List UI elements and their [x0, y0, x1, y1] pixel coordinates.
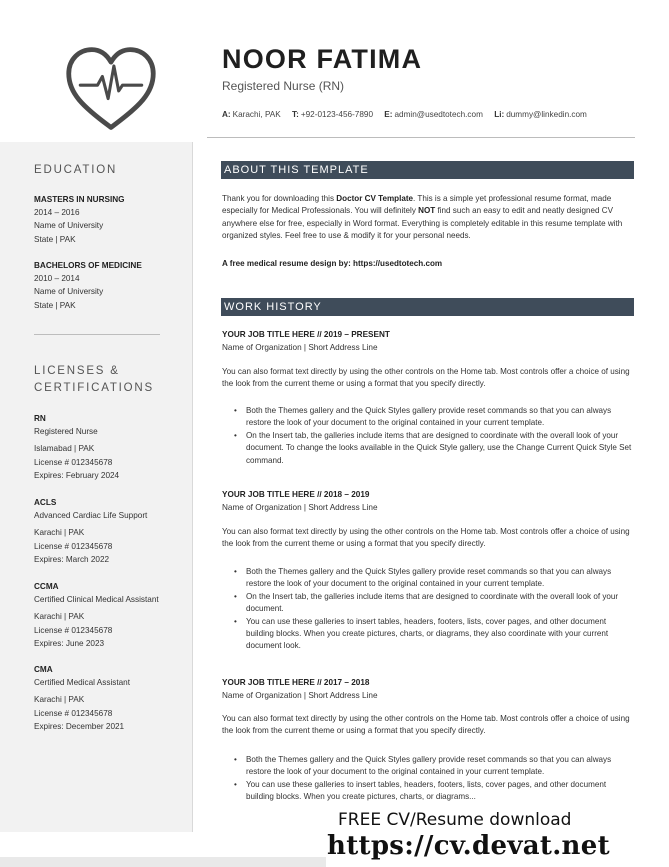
- education-entry: MASTERS IN NURSING 2014 – 2016 Name of University State | PAK: [34, 195, 125, 244]
- job-organization: Name of Organization | Short Address Line: [222, 503, 378, 512]
- job-organization: Name of Organization | Short Address Line: [222, 691, 378, 700]
- license-entry: CMA Certified Medical Assistant Karachi | PAK License # 012345678 Expires: December 2021: [34, 665, 131, 731]
- sidebar: [0, 142, 193, 832]
- job-description: You can also format text directly by using the other controls on the Home tab. Most controls offer a choice of using the look from the current theme or using a format that you specify directly.: [222, 714, 630, 736]
- list-item: • You can use these galleries to insert tables, headers, footers, lists, cover pages, and other document building blocks. When you create pictures, charts, or diagrams...: [234, 779, 632, 804]
- list-item: • On the Insert tab, the galleries include items that are designed to coordinate with the overall look of your document.: [234, 591, 632, 616]
- list-item: • On the Insert tab, the galleries include items that are designed to coordinate with the overall look of your document. To change the looks available in the Quick Style gallery, use the Change Current Quick Style Set command.: [234, 430, 632, 467]
- list-item: • You can use these galleries to insert tables, headers, footers, lists, cover pages, and other document building blocks. When you create pictures, charts, or diagrams, they also coordinate with your current document look.: [234, 616, 632, 653]
- about-paragraph: Thank you for downloading this Doctor CV Template. This is a simple yet professional resume format, made especially for Medical Professionals. You will definitely NOT find such an easy to edit and neatly designed CV anywhere else for free, especially in Word format. Everything is completely editable in this resume template with organized styles. Feel free to use & modify it for your personal needs.: [222, 194, 623, 241]
- candidate-name: NOOR FATIMA: [222, 44, 423, 74]
- job-title: YOUR JOB TITLE HERE // 2019 – PRESENT: [222, 330, 390, 339]
- list-item: • Both the Themes gallery and the Quick Styles gallery provide reset commands so that you can always restore the look of your document to the original contained in your current template.: [234, 754, 632, 779]
- license-entry: RN Registered Nurse Islamabad | PAK License # 012345678 Expires: February 2024: [34, 414, 120, 480]
- contact-email: E: admin@usedtotech.com: [384, 110, 483, 119]
- license-entry: ACLS Advanced Cardiac Life Support Karachi | PAK License # 012345678 Expires: March 2022: [34, 498, 148, 564]
- job-description: You can also format text directly by using the other controls on the Home tab. Most controls offer a choice of using the look from the current theme or using a format that you specify directly.: [222, 367, 630, 389]
- job-organization: Name of Organization | Short Address Line: [222, 343, 378, 352]
- job-title: YOUR JOB TITLE HERE // 2018 – 2019: [222, 490, 370, 499]
- licenses-title: LICENSES & CERTIFICATIONS: [34, 365, 154, 394]
- work-section-title: WORK HISTORY: [221, 298, 634, 316]
- job-bullets: [234, 566, 632, 653]
- license-entry: CCMA Certified Clinical Medical Assistant Karachi | PAK License # 012345678 Expires: June 2023: [34, 582, 159, 648]
- watermark-url: https://cv.devat.net: [327, 831, 610, 861]
- job-bullets: [234, 405, 632, 467]
- education-entry: BACHELORS OF MEDICINE 2010 – 2014 Name of University State | PAK: [34, 261, 142, 310]
- about-section-title: ABOUT THIS TEMPLATE: [221, 161, 634, 179]
- job-description: You can also format text directly by using the other controls on the Home tab. Most controls offer a choice of using the look from the current theme or using a format that you specify directly.: [222, 527, 630, 549]
- contact-linkedin: Li: dummy@linkedin.com: [494, 110, 587, 119]
- header-divider: [207, 137, 635, 138]
- about-credit: A free medical resume design by: https://usedtotech.com: [222, 259, 443, 268]
- watermark-text: FREE CV/Resume download: [338, 810, 572, 830]
- list-item: • Both the Themes gallery and the Quick Styles gallery provide reset commands so that you can always restore the look of your document to the original contained in your current template.: [234, 566, 632, 591]
- job-title: YOUR JOB TITLE HERE // 2017 – 2018: [222, 678, 370, 687]
- education-title: EDUCATION: [34, 164, 118, 176]
- page-bottom-band: [0, 857, 326, 867]
- candidate-role: Registered Nurse (RN): [222, 79, 345, 93]
- contact-address: A: Karachi, PAK: [222, 110, 281, 119]
- contact-phone: T: +92-0123-456-7890: [292, 110, 374, 119]
- job-bullets: [234, 754, 632, 804]
- sidebar-divider: [34, 334, 160, 335]
- heart-pulse-icon: [63, 44, 159, 134]
- contact-line: [222, 110, 596, 119]
- list-item: • Both the Themes gallery and the Quick Styles gallery provide reset commands so that you can always restore the look of your document to the original contained in your current template.: [234, 405, 632, 430]
